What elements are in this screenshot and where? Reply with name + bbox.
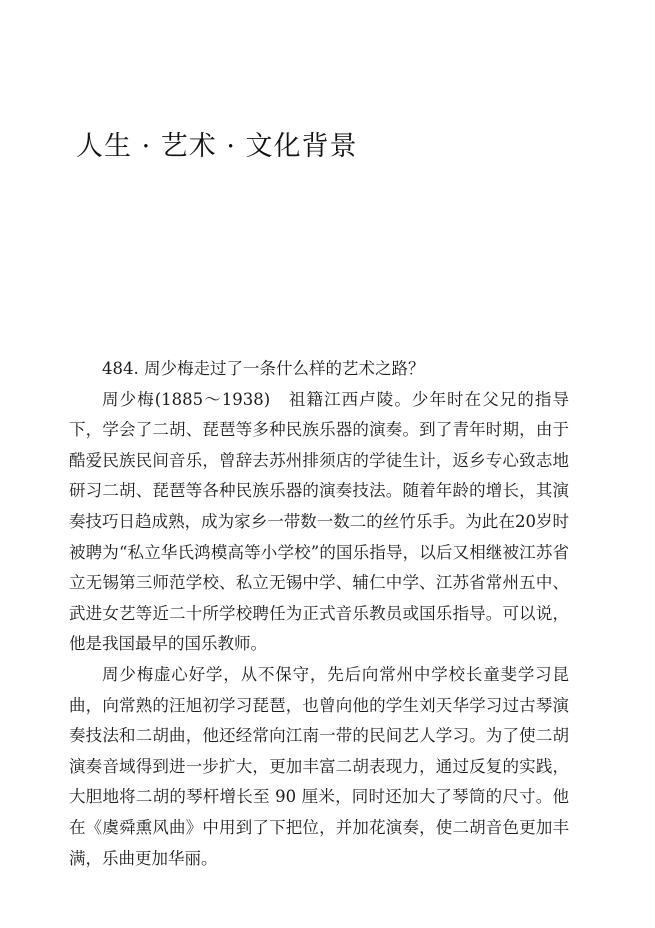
paragraph-2: 周少梅虚心好学，从不保守，先后向常州中学校长童斐学习昆曲，向常熟的汪旭初学习琵琶，也曾向他的学生刘天华学习过古琴演奏技法和二胡曲，他还经常向江南一带的民间艺人学习。为了使二胡演奏音域得到进一步扩大，更加丰富二胡表现力，通过反复的实践，大胆地将二胡的琴杆增长至 90 厘米，同时还加大了琴筒的尺寸。他在《虞舜熏风曲》中用到了下把位，并加花演奏，使二胡音色更加丰满，乐曲更加华丽。 <box>69 664 569 868</box>
paragraph-1: 周少梅(1885～1938) 祖籍江西卢陵。少年时在父兄的指导下，学会了二胡、琵琶等多种民族乐器的演奏。到了青年时期，由于酷爱民族民间音乐，曾辞去苏州排须店的学徒生计，返乡专心致志地研习二胡、琵琶等各种民族乐器的演奏技法。随着年龄的增长，其演奏技巧日趋成熟，成为家乡一带数一数二的丝竹乐手。为此在20岁时被聘为“私立华氏鸿模高等小学校”的国乐指导，以后又相继被江苏省立无锡第三师范学校、私立无锡中学、辅仁中学、江苏省常州五中、武进女艺等近二十所学校聘任为正式音乐教员或国乐指导。可以说，他是我国最早的国乐教师。 <box>69 389 569 654</box>
running-header: 人生 · 艺术 · 文化背景 <box>76 131 358 162</box>
article-body <box>69 354 569 874</box>
question-heading: 484. 周少梅走过了一条什么样的艺术之路？ <box>102 359 425 378</box>
